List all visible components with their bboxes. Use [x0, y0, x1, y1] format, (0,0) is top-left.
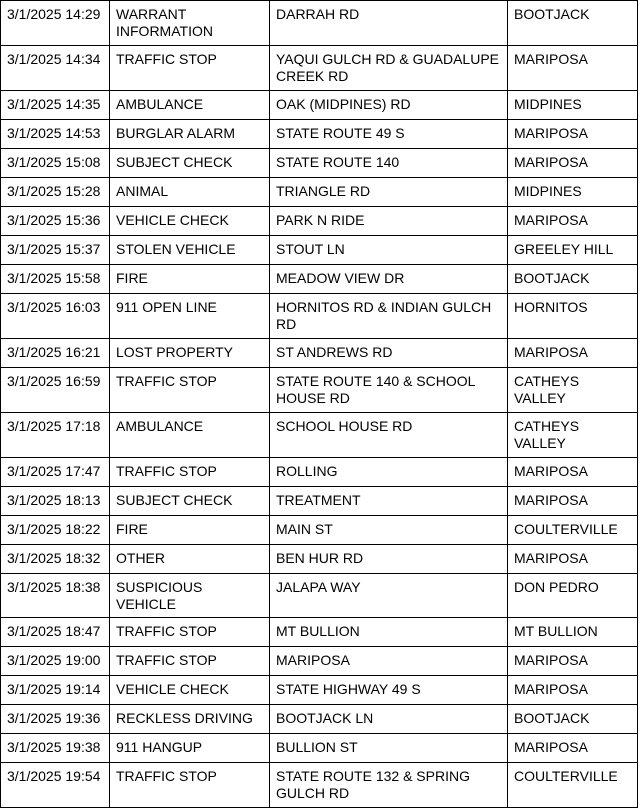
location-cell: OAK (MIDPINES) RD: [270, 91, 508, 120]
community-cell: HORNITOS: [508, 294, 638, 339]
table-row: [1, 545, 638, 574]
call-type-cell: FIRE: [110, 516, 270, 545]
location-cell: STOUT LN: [270, 236, 508, 265]
location-cell: STATE ROUTE 132 & SPRING GULCH RD: [270, 763, 508, 808]
location-cell: PARK N RIDE: [270, 207, 508, 236]
community-cell: GREELEY HILL: [508, 236, 638, 265]
location-cell: ST ANDREWS RD: [270, 339, 508, 368]
location-cell: MARIPOSA: [270, 647, 508, 676]
location-cell: JALAPA WAY: [270, 574, 508, 618]
location-cell: YAQUI GULCH RD & GUADALUPE CREEK RD: [270, 46, 508, 91]
date-time-cell: 3/1/2025 15:58: [1, 265, 110, 294]
community-cell: MARIPOSA: [508, 207, 638, 236]
location-cell: DARRAH RD: [270, 1, 508, 46]
location-cell: SCHOOL HOUSE RD: [270, 413, 508, 458]
call-type-cell: SUSPICIOUS VEHICLE: [110, 574, 270, 618]
date-time-cell: 3/1/2025 14:34: [1, 46, 110, 91]
table-row: [1, 294, 638, 339]
community-cell: BOOTJACK: [508, 265, 638, 294]
date-time-cell: 3/1/2025 18:13: [1, 487, 110, 516]
call-type-cell: BURGLAR ALARM: [110, 120, 270, 149]
date-time-cell: 3/1/2025 15:08: [1, 149, 110, 178]
table-row: [1, 207, 638, 236]
date-time-cell: 3/1/2025 18:47: [1, 618, 110, 647]
call-type-cell: AMBULANCE: [110, 413, 270, 458]
table-row: [1, 647, 638, 676]
date-time-cell: 3/1/2025 17:47: [1, 458, 110, 487]
location-cell: STATE ROUTE 140 & SCHOOL HOUSE RD: [270, 368, 508, 413]
community-cell: MT BULLION: [508, 618, 638, 647]
table-row: [1, 46, 638, 91]
table-row: [1, 618, 638, 647]
call-type-cell: ANIMAL: [110, 178, 270, 207]
community-cell: DON PEDRO: [508, 574, 638, 618]
call-type-cell: RECKLESS DRIVING: [110, 705, 270, 734]
date-time-cell: 3/1/2025 18:38: [1, 574, 110, 618]
table-row: [1, 149, 638, 178]
call-type-cell: OTHER: [110, 545, 270, 574]
location-cell: BOOTJACK LN: [270, 705, 508, 734]
date-time-cell: 3/1/2025 15:28: [1, 178, 110, 207]
date-time-cell: 3/1/2025 14:35: [1, 91, 110, 120]
table-row: [1, 458, 638, 487]
call-type-cell: AMBULANCE: [110, 91, 270, 120]
call-type-cell: VEHICLE CHECK: [110, 207, 270, 236]
community-cell: MARIPOSA: [508, 458, 638, 487]
date-time-cell: 3/1/2025 19:14: [1, 676, 110, 705]
call-type-cell: VEHICLE CHECK: [110, 676, 270, 705]
date-time-cell: 3/1/2025 16:59: [1, 368, 110, 413]
call-type-cell: TRAFFIC STOP: [110, 618, 270, 647]
table-row: [1, 178, 638, 207]
call-type-cell: SUBJECT CHECK: [110, 487, 270, 516]
date-time-cell: 3/1/2025 14:53: [1, 120, 110, 149]
location-cell: ROLLING: [270, 458, 508, 487]
call-type-cell: TRAFFIC STOP: [110, 46, 270, 91]
community-cell: COULTERVILLE: [508, 516, 638, 545]
community-cell: BOOTJACK: [508, 705, 638, 734]
table-row: [1, 236, 638, 265]
table-row: [1, 734, 638, 763]
location-cell: MEADOW VIEW DR: [270, 265, 508, 294]
call-type-cell: TRAFFIC STOP: [110, 368, 270, 413]
community-cell: MARIPOSA: [508, 339, 638, 368]
community-cell: MARIPOSA: [508, 120, 638, 149]
table-row: [1, 705, 638, 734]
call-type-cell: STOLEN VEHICLE: [110, 236, 270, 265]
community-cell: CATHEYS VALLEY: [508, 368, 638, 413]
date-time-cell: 3/1/2025 19:36: [1, 705, 110, 734]
table-row: [1, 91, 638, 120]
location-cell: MT BULLION: [270, 618, 508, 647]
community-cell: MIDPINES: [508, 91, 638, 120]
location-cell: BEN HUR RD: [270, 545, 508, 574]
table-row: [1, 265, 638, 294]
community-cell: CATHEYS VALLEY: [508, 413, 638, 458]
community-cell: MARIPOSA: [508, 46, 638, 91]
table-row: [1, 676, 638, 705]
table-row: [1, 487, 638, 516]
community-cell: MARIPOSA: [508, 647, 638, 676]
date-time-cell: 3/1/2025 19:54: [1, 763, 110, 808]
location-cell: TREATMENT: [270, 487, 508, 516]
date-time-cell: 3/1/2025 18:22: [1, 516, 110, 545]
table-row: [1, 574, 638, 618]
call-type-cell: TRAFFIC STOP: [110, 647, 270, 676]
table-row: [1, 339, 638, 368]
date-time-cell: 3/1/2025 17:18: [1, 413, 110, 458]
table-row: [1, 120, 638, 149]
table-row: [1, 763, 638, 808]
community-cell: MARIPOSA: [508, 149, 638, 178]
community-cell: MARIPOSA: [508, 676, 638, 705]
community-cell: BOOTJACK: [508, 1, 638, 46]
community-cell: MIDPINES: [508, 178, 638, 207]
date-time-cell: 3/1/2025 19:38: [1, 734, 110, 763]
location-cell: HORNITOS RD & INDIAN GULCH RD: [270, 294, 508, 339]
call-type-cell: FIRE: [110, 265, 270, 294]
date-time-cell: 3/1/2025 15:36: [1, 207, 110, 236]
location-cell: STATE HIGHWAY 49 S: [270, 676, 508, 705]
call-type-cell: TRAFFIC STOP: [110, 763, 270, 808]
location-cell: STATE ROUTE 140: [270, 149, 508, 178]
call-type-cell: WARRANT INFORMATION: [110, 1, 270, 46]
community-cell: MARIPOSA: [508, 545, 638, 574]
location-cell: MAIN ST: [270, 516, 508, 545]
date-time-cell: 3/1/2025 16:21: [1, 339, 110, 368]
location-cell: BULLION ST: [270, 734, 508, 763]
date-time-cell: 3/1/2025 15:37: [1, 236, 110, 265]
date-time-cell: 3/1/2025 18:32: [1, 545, 110, 574]
call-type-cell: SUBJECT CHECK: [110, 149, 270, 178]
location-cell: TRIANGLE RD: [270, 178, 508, 207]
date-time-cell: 3/1/2025 16:03: [1, 294, 110, 339]
table-row: [1, 413, 638, 458]
table-row: [1, 368, 638, 413]
location-cell: STATE ROUTE 49 S: [270, 120, 508, 149]
call-type-cell: LOST PROPERTY: [110, 339, 270, 368]
date-time-cell: 3/1/2025 19:00: [1, 647, 110, 676]
date-time-cell: 3/1/2025 14:29: [1, 1, 110, 46]
call-type-cell: 911 HANGUP: [110, 734, 270, 763]
community-cell: MARIPOSA: [508, 734, 638, 763]
community-cell: COULTERVILLE: [508, 763, 638, 808]
community-cell: MARIPOSA: [508, 487, 638, 516]
call-type-cell: 911 OPEN LINE: [110, 294, 270, 339]
incident-log-body: [1, 1, 638, 808]
table-row: [1, 516, 638, 545]
table-row: [1, 1, 638, 46]
call-type-cell: TRAFFIC STOP: [110, 458, 270, 487]
